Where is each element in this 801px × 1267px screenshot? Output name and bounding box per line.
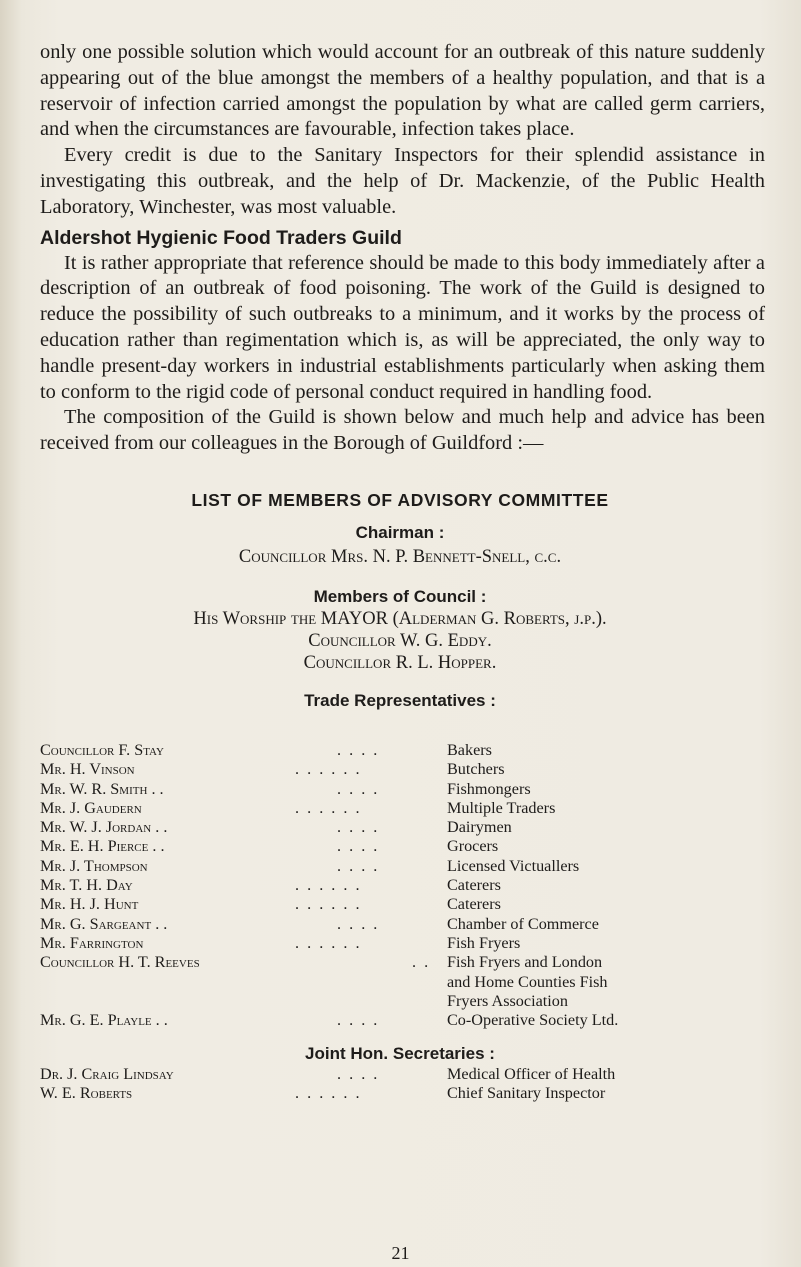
leader-dots: . . . . bbox=[337, 779, 380, 798]
secretaries-list bbox=[40, 1065, 770, 1104]
member-role: Medical Officer of Health bbox=[447, 1065, 616, 1083]
list-item bbox=[40, 760, 770, 779]
member-role: and Home Counties Fish bbox=[447, 972, 608, 991]
list-item bbox=[40, 1011, 770, 1030]
intro-paragraph bbox=[40, 40, 765, 457]
council-label: Members of Council : bbox=[313, 587, 487, 606]
list-item bbox=[40, 992, 770, 1011]
council-member: Councillor R. L. Hopper. bbox=[303, 653, 497, 673]
member-name: Dr. J. Craig Lindsay bbox=[40, 1065, 174, 1083]
leader-dots: . . . . . . bbox=[295, 895, 362, 914]
list-item bbox=[40, 934, 770, 953]
member-name: Mr. H. J. Hunt bbox=[40, 895, 139, 914]
member-role: Chief Sanitary Inspector bbox=[447, 1084, 606, 1103]
member-name: Mr. W. J. Jordan . . bbox=[40, 818, 168, 837]
trade-representatives-list bbox=[40, 741, 770, 1030]
list-item bbox=[40, 973, 770, 992]
paragraph-outbreak: only one possible solution which would account for an outbreak of this nature suddenly appearing out of the blue amongst the members of a healthy population, and that is a reservoir of infection carried amongst the population by what are called germ carriers, and when the circumstances are favourable, infection takes place. bbox=[40, 41, 765, 141]
leader-dots: . . . . . . bbox=[295, 933, 362, 952]
paragraph-composition: The composition of the Guild is shown below and much help and advice has been received from our colleagues in the Borough of Guildford :— bbox=[40, 406, 765, 455]
leader-dots: . . . . . . bbox=[295, 876, 362, 895]
list-item bbox=[40, 837, 770, 856]
member-role: Butchers bbox=[447, 760, 505, 779]
council-member: His Worship the MAYOR (Alderman G. Roberts, j.p.). bbox=[193, 609, 607, 629]
member-name: Mr. E. H. Pierce . . bbox=[40, 837, 165, 856]
leader-dots: . . . . bbox=[337, 818, 380, 837]
member-role: Licensed Victuallers bbox=[447, 856, 580, 875]
paragraph-credit: Every credit is due to the Sanitary Inspectors for their splendid assistance in investigating this outbreak, and the help of Dr. Mackenzie, of the Public Health Laboratory, Winchester, was most valuable. bbox=[40, 144, 765, 218]
list-item bbox=[40, 915, 770, 934]
list-item bbox=[40, 1065, 770, 1084]
list-item bbox=[40, 741, 770, 760]
member-name: Mr. H. Vinson bbox=[40, 760, 135, 779]
member-name: Mr. T. H. Day bbox=[40, 876, 133, 895]
member-name: Councillor H. T. Reeves bbox=[40, 953, 200, 972]
leader-dots: . . . . bbox=[337, 856, 380, 875]
member-name: Mr. W. R. Smith . . bbox=[40, 779, 164, 798]
member-name: Councillor F. Stay bbox=[40, 741, 164, 759]
member-role: Bakers bbox=[447, 741, 492, 759]
member-role: Caterers bbox=[447, 895, 501, 914]
chairman-label: Chairman : bbox=[355, 523, 445, 542]
list-item bbox=[40, 818, 770, 837]
member-name: Mr. J. Thompson bbox=[40, 856, 148, 875]
member-role: Fish Fryers bbox=[447, 933, 521, 952]
member-role: Fishmongers bbox=[447, 779, 531, 798]
list-item bbox=[40, 876, 770, 895]
leader-dots: . . . . . . bbox=[295, 798, 362, 817]
committee-header bbox=[40, 488, 760, 712]
list-item bbox=[40, 1084, 770, 1103]
member-name: Mr. G. E. Playle . . bbox=[40, 1011, 168, 1030]
page-number: 21 bbox=[391, 1243, 410, 1263]
secretaries-label: Joint Hon. Secretaries : bbox=[305, 1044, 495, 1063]
member-name: Mr. Farrington bbox=[40, 933, 144, 952]
member-role: Fryers Association bbox=[447, 991, 568, 1010]
leader-dots: . . . . bbox=[337, 1011, 380, 1030]
list-item bbox=[40, 857, 770, 876]
council-member: Councillor W. G. Eddy. bbox=[308, 631, 492, 651]
list-item bbox=[40, 799, 770, 818]
member-role: Caterers bbox=[447, 876, 501, 895]
leader-dots: . . . . . . bbox=[295, 1084, 362, 1103]
member-name: Mr. G. Sargeant . . bbox=[40, 914, 168, 933]
list-item bbox=[40, 780, 770, 799]
member-role: Chamber of Commerce bbox=[447, 914, 599, 933]
member-role: Co-Operative Society Ltd. bbox=[447, 1011, 619, 1030]
leader-dots: . . . . bbox=[337, 837, 380, 856]
list-item bbox=[40, 895, 770, 914]
leader-dots: . . . . bbox=[337, 914, 380, 933]
member-role: Fish Fryers and London bbox=[447, 953, 603, 972]
chairman-name: Councillor Mrs. N. P. Bennett-Snell, c.c. bbox=[238, 547, 562, 567]
section-heading: Aldershot Hygienic Food Traders Guild bbox=[40, 226, 402, 249]
list-item bbox=[40, 953, 770, 972]
committee-title: LIST OF MEMBERS OF ADVISORY COMMITTEE bbox=[191, 490, 609, 510]
leader-dots: . . bbox=[412, 953, 431, 972]
leader-dots: . . . . . . bbox=[295, 760, 362, 779]
member-role: Grocers bbox=[447, 837, 499, 856]
paragraph-guild: It is rather appropriate that reference should be made to this body immediately after a description of an outbreak of food poisoning. The work of the Guild is designed to reduce the possibility of such outbreaks to a minimum, and it works by the process of education rather than regimentation which is, as will be appreciated, the only way to handle present-day workers in industrial establishments particularly when asking them to conform to the rigid code of personal conduct required in handling food. bbox=[40, 251, 765, 403]
member-role: Dairymen bbox=[447, 818, 512, 837]
member-name: W. E. Roberts bbox=[40, 1084, 133, 1103]
member-name: Mr. J. Gaudern bbox=[40, 798, 142, 817]
trade-label: Trade Representatives : bbox=[304, 691, 496, 710]
leader-dots: . . . . bbox=[337, 1065, 380, 1083]
member-role: Multiple Traders bbox=[447, 798, 556, 817]
leader-dots: . . . . bbox=[337, 741, 380, 759]
